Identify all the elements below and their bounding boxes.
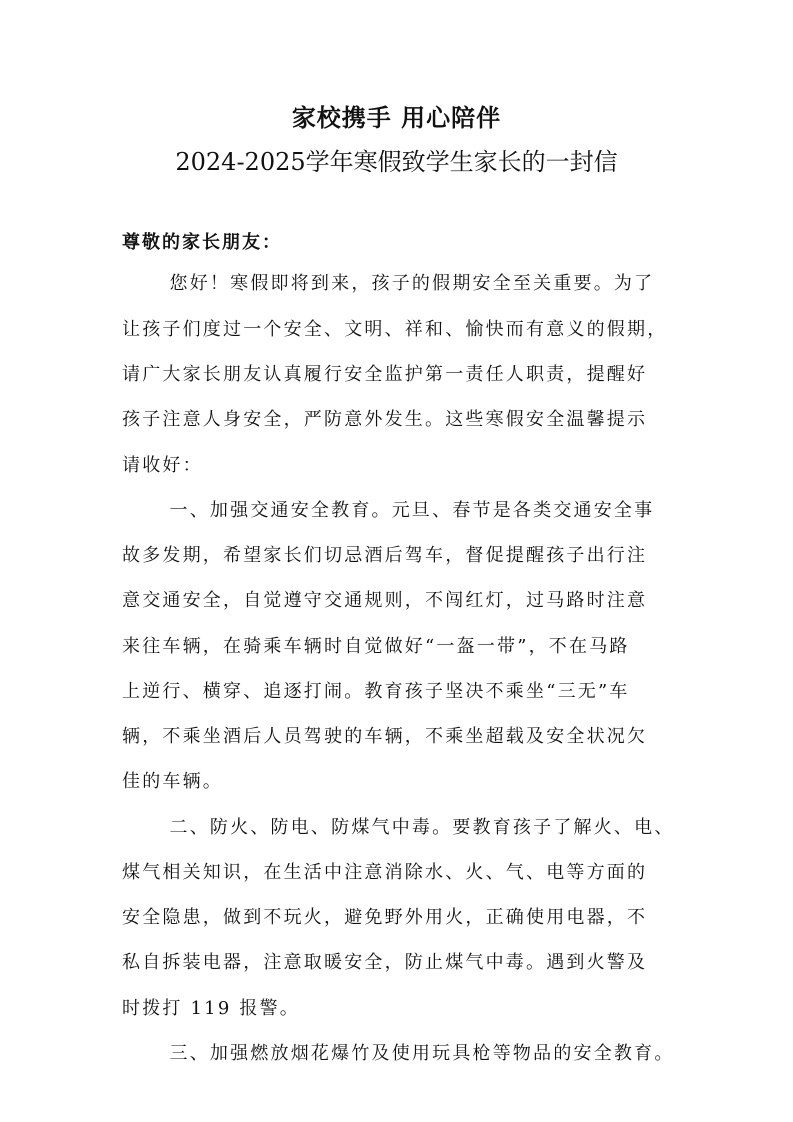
body-line: 煤气相关知识，在生活中注意消除水、火、气、电等方面的 xyxy=(122,862,648,883)
title-line-1: 家校携手 用心陪伴 xyxy=(291,103,502,132)
body-line: 故多发期，希望家长们切忌酒后驾车，督促提醒孩子出行注 xyxy=(122,545,648,566)
body-line: 让孩子们度过一个安全、文明、祥和、愉快而有意义的假期， xyxy=(122,319,668,340)
body-line: 请广大家长朋友认真履行安全监护第一责任人职责，提醒好 xyxy=(122,364,648,385)
body-line: 二、防火、防电、防煤气中毒。要教育孩子了解火、电、 xyxy=(122,817,675,838)
body-line: 孩子注意人身安全，严防意外发生。这些寒假安全温馨提示 xyxy=(122,409,648,430)
body-line: 意交通安全，自觉遵守交通规则，不闯红灯，过马路时注意 xyxy=(122,590,648,611)
body-line: 时拨打 119 报警。 xyxy=(122,998,300,1019)
body-line: 您好！寒假即将到来，孩子的假期安全至关重要。为了 xyxy=(122,273,655,294)
body-line: 来往车辆，在骑乘车辆时自觉做好“一盔一带”，不在马路 xyxy=(122,636,630,657)
body-line: 安全隐患，做到不玩火，避免野外用火，正确使用电器，不 xyxy=(122,907,648,928)
body-line: 一、加强交通安全教育。元旦、春节是各类交通安全事 xyxy=(122,500,655,521)
body-line: 辆，不乘坐酒后人员驾驶的车辆，不乘坐超载及安全状况欠 xyxy=(122,726,648,747)
body-line: 私自拆装电器，注意取暖安全，防止煤气中毒。遇到火警及 xyxy=(122,952,648,973)
body-line: 佳的车辆。 xyxy=(122,771,223,792)
salutation: 尊敬的家长朋友： xyxy=(122,232,282,253)
body-line: 请收好： xyxy=(122,455,203,476)
title-line-2: 2024-2025学年寒假致学生家长的一封信 xyxy=(175,148,618,176)
body-line: 三、加强燃放烟花爆竹及使用玩具枪等物品的安全教育。 xyxy=(122,1043,675,1064)
body-line: 上逆行、横穿、追逐打闹。教育孩子坚决不乘坐“三无”车 xyxy=(122,681,630,702)
